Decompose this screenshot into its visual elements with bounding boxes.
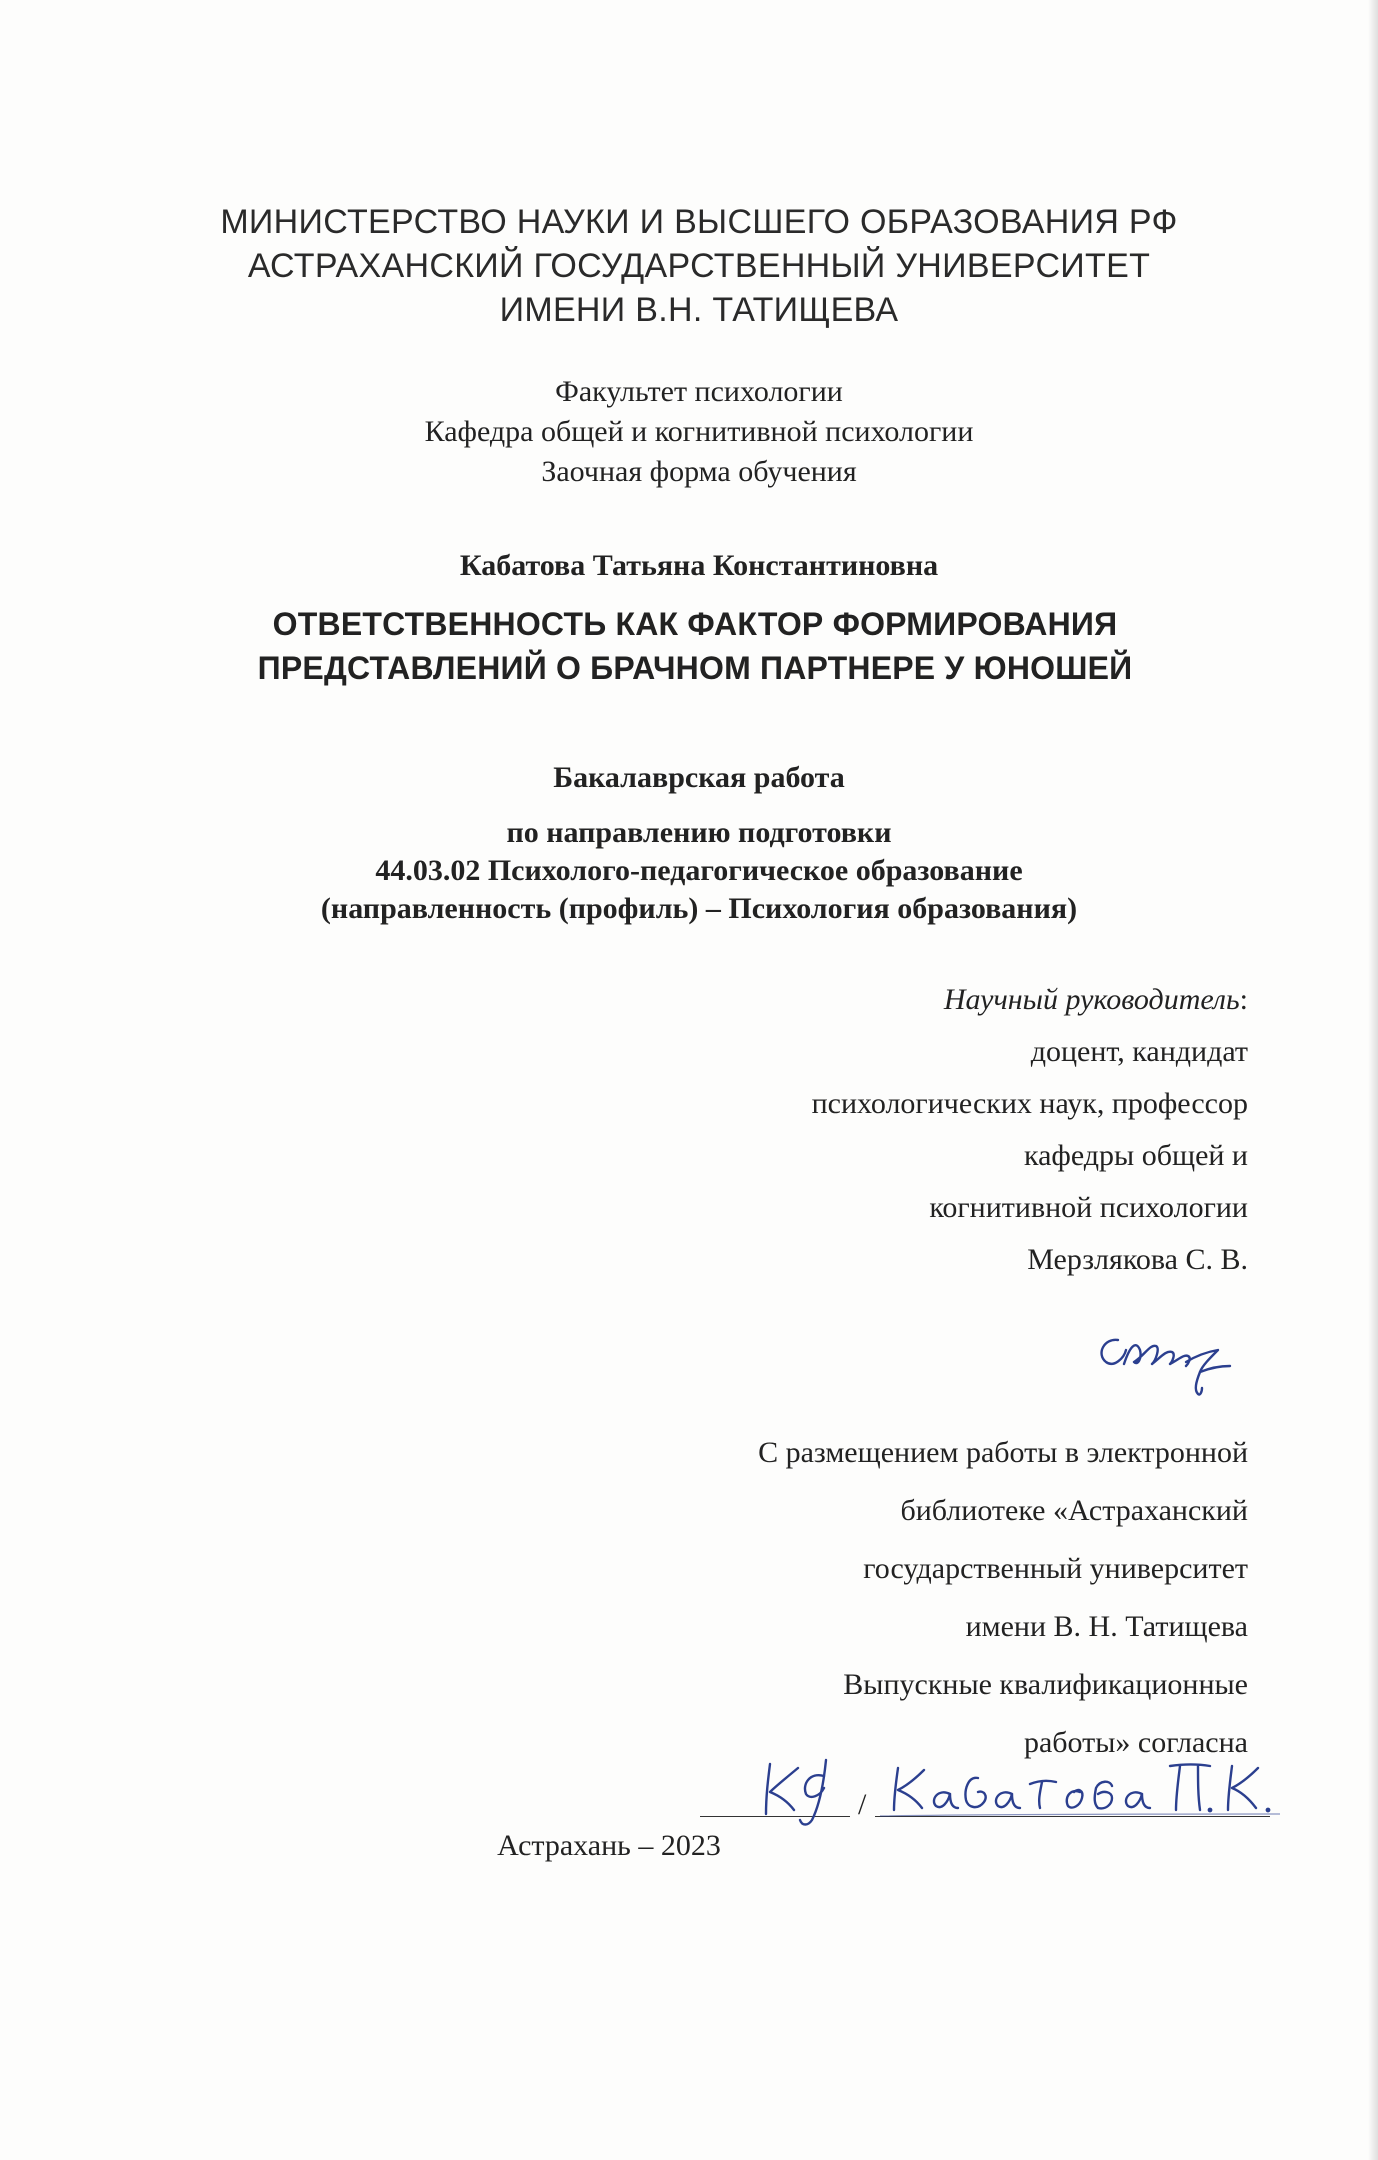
signature-separator: / xyxy=(858,1788,867,1821)
supervisor-line: доцент, кандидат xyxy=(1030,1035,1248,1068)
study-form-line: Заочная форма обучения xyxy=(541,455,857,488)
supervisor-label-colon: : xyxy=(1239,983,1248,1016)
supervisor-signature xyxy=(1090,1310,1250,1400)
author-name: Кабатова Татьяна Константиновна xyxy=(459,549,939,582)
consent-line: имени В. Н. Татищева xyxy=(965,1610,1248,1643)
supervisor-name: Мерзлякова С. В. xyxy=(1027,1243,1248,1276)
faculty-line: Факультет психологии xyxy=(555,375,843,408)
work-type: Бакалаврская работа xyxy=(553,761,845,794)
supervisor-block xyxy=(812,974,1248,1286)
author-signature-full xyxy=(880,1754,1280,1824)
university-line: АСТРАХАНСКИЙ ГОСУДАРСТВЕННЫЙ УНИВЕРСИТЕТ xyxy=(247,247,1151,285)
supervisor-line: когнитивной психологии xyxy=(929,1191,1248,1224)
faculty-block xyxy=(10,372,1378,492)
direction-line: по направлению подготовки xyxy=(506,816,892,849)
supervisor-label-line xyxy=(812,974,1248,1026)
direction-profile-line: (направленность (профиль) – Психология образования) xyxy=(320,892,1078,925)
university-name-line: ИМЕНИ В.Н. ТАТИЩЕВА xyxy=(499,291,899,329)
ministry-header xyxy=(10,200,1378,332)
supervisor-line: кафедры общей и xyxy=(1023,1139,1248,1172)
consent-line: государственный университет xyxy=(863,1552,1248,1585)
thesis-title-line: ОТВЕТСТВЕННОСТЬ КАК ФАКТОР ФОРМИРОВАНИЯ xyxy=(272,606,1118,642)
consent-line: работы» согласна xyxy=(1023,1726,1248,1759)
consent-line: С размещением работы в электронной xyxy=(758,1436,1248,1469)
author-signature-short xyxy=(740,1750,860,1830)
city-year: Астрахань – 2023 xyxy=(497,1829,721,1862)
ministry-line: МИНИСТЕРСТВО НАУКИ И ВЫСШЕГО ОБРАЗОВАНИЯ РФ xyxy=(220,203,1178,241)
direction-block xyxy=(10,814,1378,928)
consent-line: Выпускные квалификационные xyxy=(843,1668,1248,1701)
consent-line: библиотеке «Астраханский xyxy=(900,1494,1248,1527)
thesis-title-line: ПРЕДСТАВЛЕНИЙ О БРАЧНОМ ПАРТНЕРЕ У ЮНОШЕЙ xyxy=(257,650,1133,686)
consent-block xyxy=(758,1424,1248,1772)
supervisor-label: Научный руководитель xyxy=(943,983,1240,1016)
department-line: Кафедра общей и когнитивной психологии xyxy=(424,415,974,448)
supervisor-line: психологических наук, профессор xyxy=(811,1087,1248,1120)
consent-signature-row xyxy=(700,1750,1280,1830)
thesis-title xyxy=(6,602,1378,690)
direction-code-line: 44.03.02 Психолого-педагогическое образование xyxy=(375,854,1023,887)
